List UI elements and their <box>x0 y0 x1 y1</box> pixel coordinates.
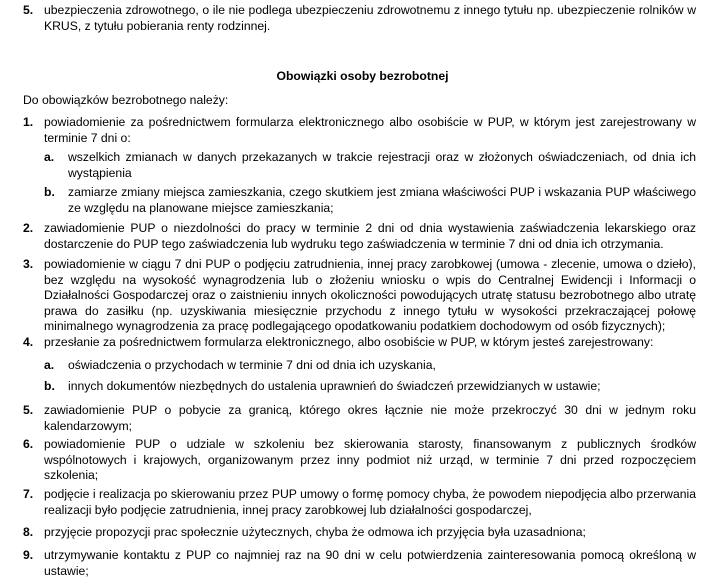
list-subitem-text: innych dokumentów niezbędnych do ustalenia uprawnień do świadczeń przewidzianych w ustawie; <box>68 379 601 393</box>
list-number: 8. <box>23 525 34 539</box>
list-letter: b. <box>44 185 55 199</box>
list-item-text: powiadomienie PUP o udziale w szkoleniu bez skierowania starosty, finansowanym z publicznych środków wspólnotowych i krajowych, organizowanym przez inny podmiot niż urząd, w terminie 7 dni przed rozpoczęciem szkolenia; <box>44 437 696 482</box>
list-number: 7. <box>23 487 34 501</box>
list-letter: a. <box>44 358 55 372</box>
list-item-text: ubezpieczenia zdrowotnego, o ile nie podlega ubezpieczeniu zdrowotnemu z innego tytułu np. ubezpieczenie rolników w KRUS, z tytułu pobierania renty rodzinnej. <box>44 3 696 33</box>
list-item-text: zawiadomienie PUP o pobycie za granicą, którego okres łącznie nie może przekroczyć 30 dni w jednym roku kalendarzowym; <box>44 403 696 433</box>
list-number: 5. <box>23 403 34 417</box>
list-number: 4. <box>23 335 34 349</box>
list-letter: b. <box>44 379 55 393</box>
list-item-text: przyjęcie propozycji prac społecznie użytecznych, chyba że odmowa ich przyjęcia była uzasadniona; <box>44 525 586 539</box>
list-number: 2. <box>23 221 34 235</box>
section-title: Obowiązki osoby bezrobotnej <box>276 69 449 83</box>
list-item-text: powiadomienie w ciągu 7 dni PUP o podjęciu zatrudnienia, innej pracy zarobkowej (umowa - zlecenie, umowa o dzieło), bez względu na wysokość wynagrodzenia lub o złożeniu wniosku o wpis do Centralnej Ewidencji i Informacji o Działalności Gospodarczej oraz o zaistnieniu innych okoliczności powodujących utratę statusu bezrobotnego albo utratę prawa do zasiłku (np. uzyskiwania miesięcznie przychodu z innego tytułu w wysokości przekraczającej połowę minimalnego wynagrodzenia za pracę podlegającego opodatkowaniu podatkiem dochodowym od osób fizycznych); <box>44 257 696 333</box>
list-number: 3. <box>23 257 34 271</box>
list-subitem-text: zamiarze zmiany miejsca zamieszkania, czego skutkiem jest zmiana właściwości PUP i wskazania PUP właściwego ze względu na planowane miejsce zamieszkania; <box>68 185 696 215</box>
list-subitem-text: wszelkich zmianach w danych przekazanych w trakcie rejestracji oraz w złożonych oświadczeniach, od dnia ich wystąpienia <box>68 150 696 180</box>
list-subitem-text: oświadczenia o przychodach w terminie 7 dni od dnia ich uzyskania, <box>68 358 436 372</box>
list-item-text: utrzymywanie kontaktu z PUP co najmniej raz na 90 dni w celu potwierdzenia zainteresowania pomocą określoną w ustawie; <box>44 548 696 578</box>
list-number: 9. <box>23 548 34 562</box>
list-item-text: podjęcie i realizacja po skierowaniu przez PUP umowy o formę pomocy chyba, że powodem niepodjęcia albo przerwania realizacji było podjęcie zatrudnienia, innej pracy zarobkowej lub działalności gospodarczej, <box>44 487 696 517</box>
list-number: 5. <box>23 3 34 17</box>
intro-text: Do obowiązków bezrobotnego należy: <box>23 93 229 107</box>
list-item-text: przesłanie za pośrednictwem formularza elektronicznego, albo osobiście w PUP, w którym jesteś zarejestrowany: <box>44 335 654 349</box>
list-item-text: powiadomienie za pośrednictwem formularza elektronicznego albo osobiście w PUP, w którym jest zarejestrowany w terminie 7 dni o: <box>44 115 696 145</box>
list-item-text: zawiadomienie PUP o niezdolności do pracy w terminie 2 dni od dnia wystawienia zaświadczenia lekarskiego oraz dostarczenie do PUP tego zaświadczenia lub wydruku tego zaświadczenia w terminie 7 dni od dnia ich otrzymania. <box>44 221 696 251</box>
list-number: 6. <box>23 437 34 451</box>
list-letter: a. <box>44 150 55 164</box>
list-number: 1. <box>23 115 34 129</box>
